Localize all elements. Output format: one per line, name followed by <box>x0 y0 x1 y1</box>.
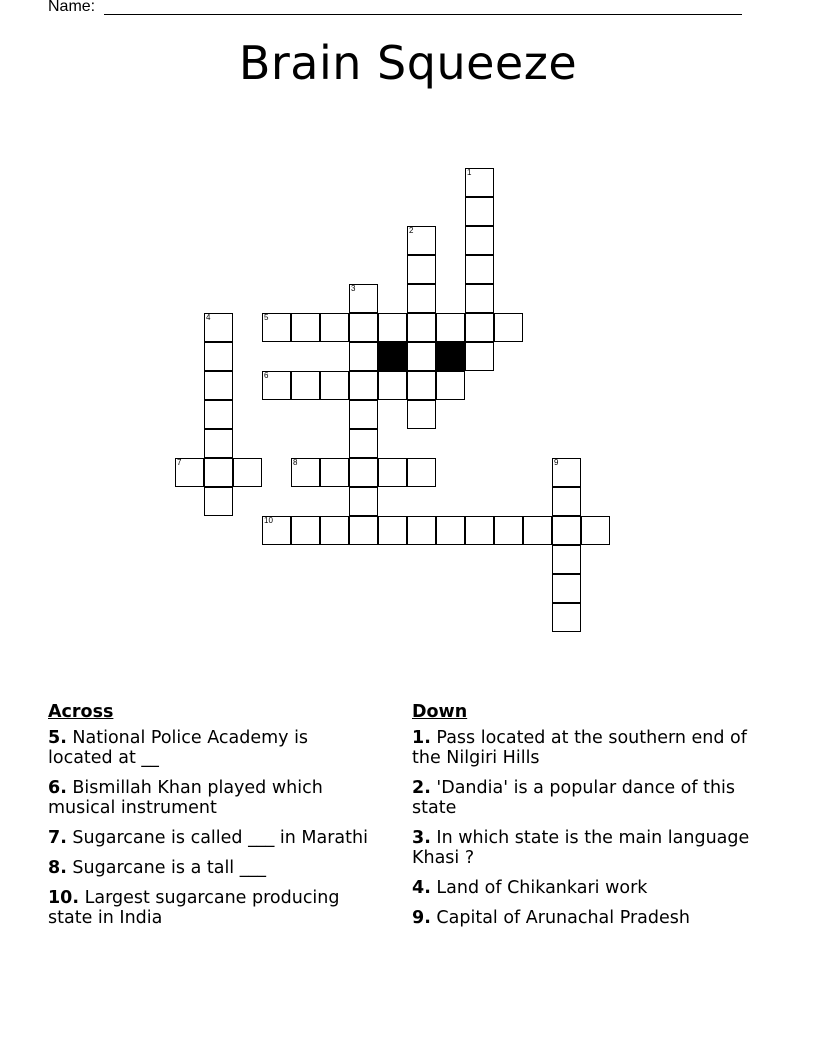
clue-down-2: 2. 'Dandia' is a popular dance of this state <box>412 778 736 818</box>
cell-number: 4 <box>206 313 211 322</box>
grid-cell[interactable] <box>552 574 581 603</box>
grid-cell[interactable] <box>465 313 494 342</box>
cell-number: 1 <box>467 168 472 177</box>
grid-cell[interactable] <box>349 400 378 429</box>
grid-cell[interactable] <box>262 371 291 400</box>
grid-cell[interactable] <box>407 284 436 313</box>
down-clues <box>412 702 752 938</box>
grid-cell[interactable] <box>349 487 378 516</box>
grid-cell[interactable] <box>349 313 378 342</box>
grid-cell[interactable] <box>436 516 465 545</box>
clue-number: 6 <box>48 778 61 798</box>
grid-cell[interactable] <box>494 516 523 545</box>
grid-cell[interactable] <box>320 516 349 545</box>
clue-text: National Police Academy is located at __ <box>48 728 309 768</box>
clue-text: 'Dandia' is a popular dance of this state <box>412 778 736 818</box>
grid-cell[interactable] <box>349 342 378 371</box>
grid-cell[interactable] <box>465 284 494 313</box>
grid-cell[interactable] <box>349 284 378 313</box>
clue-text: Land of Chikankari work <box>436 878 648 898</box>
grid-cell[interactable] <box>407 226 436 255</box>
grid-cell[interactable] <box>465 342 494 371</box>
cell-number: 8 <box>293 458 298 467</box>
clue-text: In which state is the main language Khasi ? <box>412 828 750 868</box>
grid-cell[interactable] <box>378 516 407 545</box>
grid-cell[interactable] <box>465 168 494 197</box>
clue-across-8: 8. Sugarcane is a tall ___ <box>48 858 266 878</box>
grid-cell[interactable] <box>407 313 436 342</box>
cell-number: 7 <box>177 458 182 467</box>
grid-cell[interactable] <box>291 458 320 487</box>
grid-cell[interactable] <box>465 255 494 284</box>
grid-cell[interactable] <box>378 313 407 342</box>
clue-down-3: 3. In which state is the main language Khasi ? <box>412 828 750 868</box>
clue-number: 5 <box>48 728 61 748</box>
clue-text: Sugarcane is a tall ___ <box>72 858 266 878</box>
grid-cell[interactable] <box>436 313 465 342</box>
clue-number: 9 <box>412 908 425 928</box>
grid-cell[interactable] <box>320 371 349 400</box>
grid-cell[interactable] <box>494 313 523 342</box>
grid-cell[interactable] <box>407 516 436 545</box>
grid-cell[interactable] <box>465 516 494 545</box>
grid-cell[interactable] <box>204 487 233 516</box>
clue-across-5: 5. National Police Academy is located at __ <box>48 728 309 768</box>
cell-number: 5 <box>264 313 269 322</box>
clue-down-9: 9. Capital of Arunachal Pradesh <box>412 908 690 928</box>
grid-cell[interactable] <box>204 429 233 458</box>
cell-number: 10 <box>264 516 273 525</box>
grid-cell[interactable] <box>581 516 610 545</box>
grid-cell[interactable] <box>465 197 494 226</box>
clue-number: 7 <box>48 828 61 848</box>
grid-cell[interactable] <box>349 371 378 400</box>
clue-number: 8 <box>48 858 61 878</box>
clue-number: 3 <box>412 828 425 848</box>
grid-cell[interactable] <box>407 255 436 284</box>
clue-down-1: 1. Pass located at the southern end of the Nilgiri Hills <box>412 728 747 768</box>
grid-cell[interactable] <box>204 313 233 342</box>
grid-cell[interactable] <box>552 603 581 632</box>
across-heading: Across <box>48 702 114 722</box>
grid-cell[interactable] <box>204 400 233 429</box>
grid-cell[interactable] <box>552 516 581 545</box>
grid-block <box>436 342 465 371</box>
clue-number: 4 <box>412 878 425 898</box>
clue-text: Capital of Arunachal Pradesh <box>436 908 690 928</box>
grid-cell[interactable] <box>378 458 407 487</box>
grid-cell[interactable] <box>349 516 378 545</box>
grid-cell[interactable] <box>204 342 233 371</box>
grid-cell[interactable] <box>320 313 349 342</box>
page-title: Brain Squeeze <box>238 36 578 90</box>
grid-block <box>378 342 407 371</box>
down-heading: Down <box>412 702 468 722</box>
grid-cell[interactable] <box>407 400 436 429</box>
clue-down-4: 4. Land of Chikankari work <box>412 878 648 898</box>
clue-across-10: 10. Largest sugarcane producing state in India <box>48 888 340 928</box>
clue-number: 2 <box>412 778 425 798</box>
grid-cell[interactable] <box>349 458 378 487</box>
clue-number: 1 <box>412 728 425 748</box>
grid-cell[interactable] <box>291 371 320 400</box>
grid-cell[interactable] <box>407 371 436 400</box>
clue-text: Largest sugarcane producing state in India <box>48 888 340 928</box>
grid-cell[interactable] <box>523 516 552 545</box>
grid-cell[interactable] <box>349 429 378 458</box>
grid-cell[interactable] <box>320 458 349 487</box>
grid-cell[interactable] <box>291 516 320 545</box>
grid-cell[interactable] <box>204 371 233 400</box>
cell-number: 3 <box>351 284 356 293</box>
cell-number: 9 <box>554 458 559 467</box>
grid-cell[interactable] <box>175 458 204 487</box>
grid-cell[interactable] <box>233 458 262 487</box>
clue-number: 10 <box>48 888 73 908</box>
across-clues <box>48 702 378 938</box>
grid-cell[interactable] <box>262 313 291 342</box>
cell-number: 6 <box>264 371 269 380</box>
grid-cell[interactable] <box>378 371 407 400</box>
grid-cell[interactable] <box>436 371 465 400</box>
grid-cell[interactable] <box>204 458 233 487</box>
grid-cell[interactable] <box>407 342 436 371</box>
grid-cell[interactable] <box>552 458 581 487</box>
grid-cell[interactable] <box>407 458 436 487</box>
name-label: Name: <box>48 0 96 15</box>
clue-text: Bismillah Khan played which musical instrument <box>48 778 323 818</box>
grid-cell[interactable] <box>262 516 291 545</box>
clue-across-6: 6. Bismillah Khan played which musical instrument <box>48 778 323 818</box>
grid-cell[interactable] <box>552 487 581 516</box>
clue-text: Pass located at the southern end of the Nilgiri Hills <box>412 728 747 768</box>
cell-number: 2 <box>409 226 414 235</box>
grid-cell[interactable] <box>465 226 494 255</box>
clue-text: Sugarcane is called ___ in Marathi <box>72 828 368 848</box>
grid-cell[interactable] <box>552 545 581 574</box>
clue-across-7: 7. Sugarcane is called ___ in Marathi <box>48 828 368 848</box>
grid-cell[interactable] <box>291 313 320 342</box>
